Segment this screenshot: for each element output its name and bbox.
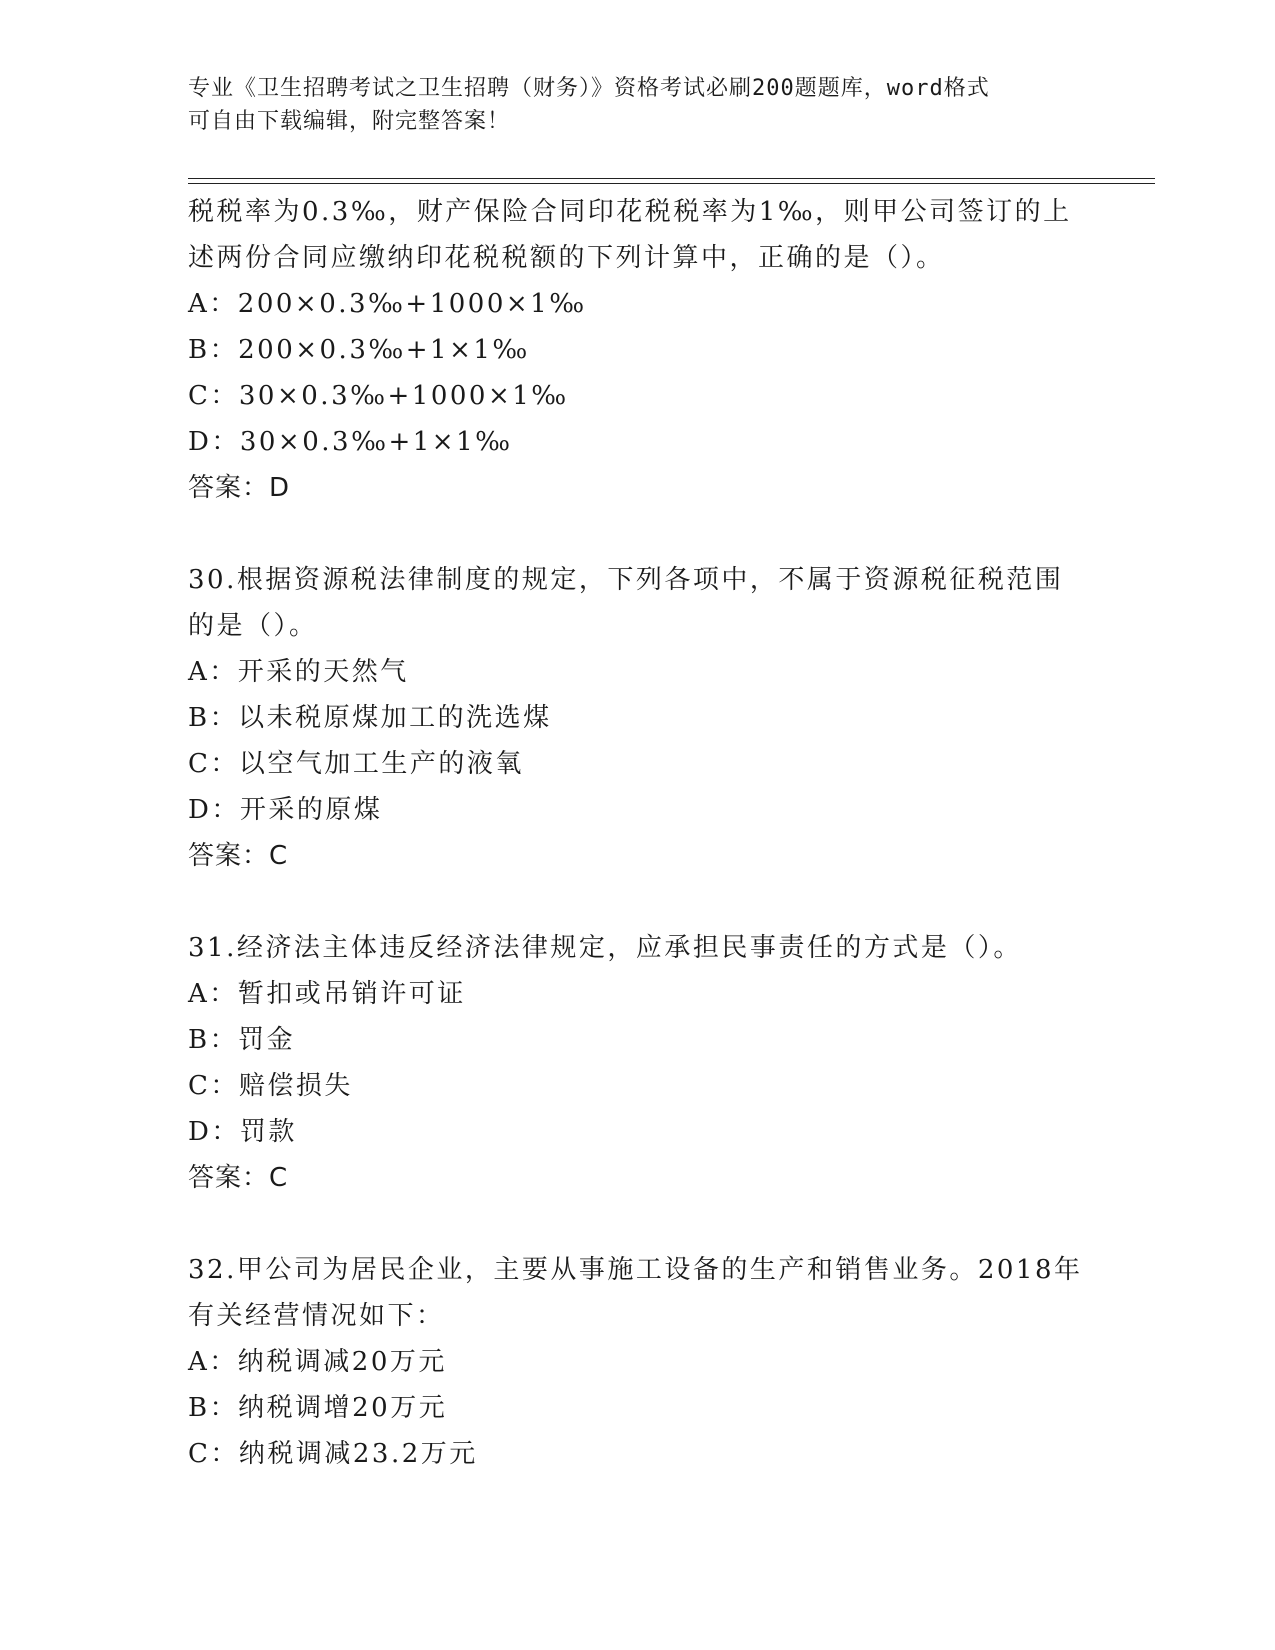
- option-c: C：30×0.3‰+1000×1‰: [188, 381, 569, 411]
- option-b: B：罚金: [188, 1025, 296, 1055]
- option-b: B：200×0.3‰+1×1‰: [188, 335, 530, 365]
- option-a: A：200×0.3‰+1000×1‰: [188, 289, 587, 319]
- question-31: [188, 925, 1148, 1201]
- spacer: [188, 1201, 1148, 1247]
- option-b: B：纳税调增20万元: [188, 1393, 448, 1423]
- question-stem: 的是（）。: [188, 611, 318, 641]
- option-d: D：开采的原煤: [188, 795, 383, 825]
- option-b: B：以未税原煤加工的洗选煤: [188, 703, 552, 733]
- header-divider-top: [188, 178, 1155, 179]
- question-30: [188, 557, 1148, 879]
- spacer: [188, 511, 1148, 557]
- header-title-line-1: 专业《卫生招聘考试之卫生招聘（财务）》资格考试必刷200题题库，word格式: [188, 76, 990, 101]
- answer: 答案：C: [188, 1163, 289, 1193]
- question-list: [188, 189, 1148, 1477]
- option-a: A：纳税调减20万元: [188, 1347, 447, 1377]
- option-d: D：罚款: [188, 1117, 297, 1147]
- header-title-line-2: 可自由下载编辑，附完整答案！: [188, 109, 511, 134]
- document-header: [188, 72, 1088, 138]
- question-stem: 30.根据资源税法律制度的规定，下列各项中，不属于资源税征税范围: [188, 565, 1064, 595]
- question-stem: 31.经济法主体违反经济法律规定，应承担民事责任的方式是（）。: [188, 933, 1022, 963]
- option-c: C：纳税调减23.2万元: [188, 1439, 478, 1469]
- header-divider-bottom: [188, 183, 1155, 184]
- option-c: C：赔偿损失: [188, 1071, 353, 1101]
- question-stem: 有关经营情况如下：: [188, 1301, 445, 1331]
- answer: 答案：D: [188, 473, 291, 503]
- answer: 答案：C: [188, 841, 289, 871]
- question-32: [188, 1247, 1148, 1477]
- question-stem: 32.甲公司为居民企业，主要从事施工设备的生产和销售业务。2018年: [188, 1255, 1083, 1285]
- question-stem: 税税率为0.3‰，财产保险合同印花税税率为1‰，则甲公司签订的上: [188, 197, 1072, 227]
- option-a: A：开采的天然气: [188, 657, 409, 687]
- spacer: [188, 879, 1148, 925]
- option-d: D：30×0.3‰+1×1‰: [188, 427, 513, 457]
- question-stem: 述两份合同应缴纳印花税税额的下列计算中，正确的是（）。: [188, 243, 945, 273]
- option-a: A：暂扣或吊销许可证: [188, 979, 466, 1009]
- option-c: C：以空气加工生产的液氧: [188, 749, 524, 779]
- question-29: [188, 189, 1148, 511]
